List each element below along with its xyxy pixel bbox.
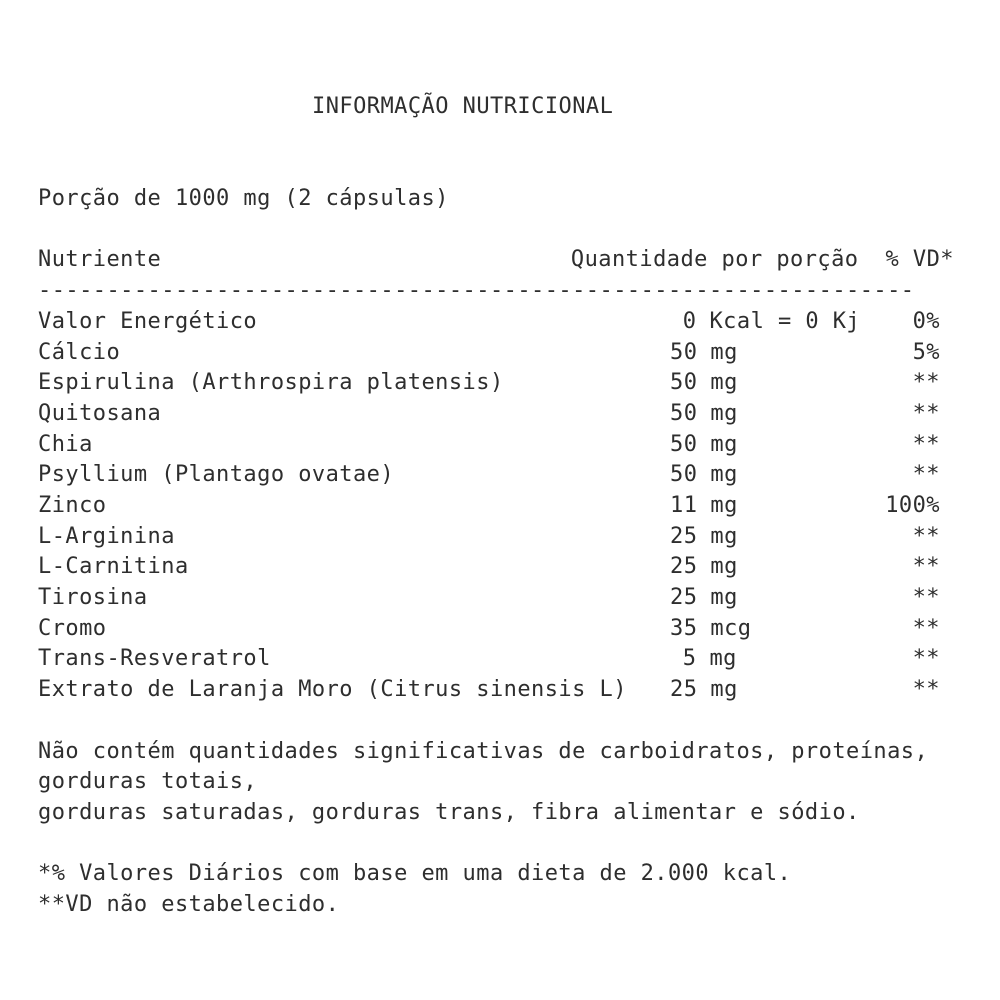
table-row (38, 583, 940, 614)
nutrient-amount: 50 (670, 370, 698, 396)
no-significant-amounts-note (38, 737, 940, 829)
nutrient-daily-value: ** (912, 370, 940, 396)
nutrient-name: Chia (38, 431, 93, 457)
nutrient-amount: 35 (670, 615, 698, 641)
table-row (38, 399, 940, 430)
table-row (38, 368, 940, 399)
nutrient-name: L-Arginina (38, 523, 175, 549)
nutrient-name: Extrato de Laranja Moro (Citrus sinensis L) (38, 677, 627, 703)
nutrient-unit: mg (709, 646, 737, 672)
nutrient-amount: 25 (670, 523, 698, 549)
nutrient-unit: mg (710, 400, 738, 426)
nutrient-unit: Kcal = 0 Kj (709, 308, 861, 334)
nutrient-name: Cálcio (38, 339, 121, 365)
nutrient-unit: mg (710, 462, 738, 488)
table-row (38, 307, 940, 338)
column-header-daily-value: % VD* (885, 247, 954, 273)
nutrient-daily-value: 100% (885, 493, 940, 519)
nutrient-name: Valor Energético (38, 308, 258, 334)
column-header-quantity: Quantidade por porção (570, 247, 859, 273)
nutrient-rows (38, 307, 940, 706)
nutrient-name: Quitosana (38, 400, 162, 426)
nutrient-daily-value: 5% (912, 339, 940, 365)
nutrient-amount: 0 (682, 308, 697, 334)
nutrient-name: Espirulina (Arthrospira platensis) (38, 370, 504, 396)
nutrient-unit: mg (710, 431, 738, 457)
note-line: gorduras totais, (38, 769, 258, 795)
nutrient-name: L-Carnitina (38, 554, 189, 580)
nutrient-amount: 25 (670, 554, 698, 580)
nutrient-unit: mg (710, 585, 738, 611)
nutrient-daily-value: ** (912, 646, 940, 672)
page-title: INFORMAÇÃO NUTRICIONAL (312, 94, 614, 119)
table-row (38, 552, 940, 583)
nutrient-daily-value: ** (912, 523, 940, 549)
table-row (38, 675, 940, 706)
nutrient-unit: mg (710, 554, 738, 580)
nutrient-amount: 50 (670, 400, 698, 426)
table-header-row (38, 245, 954, 276)
table-row (38, 460, 940, 491)
nutrient-amount: 25 (670, 585, 698, 611)
footnote-line: *% Valores Diários com base em uma dieta de 2.000 kcal. (38, 861, 792, 887)
nutrient-daily-value: ** (912, 431, 940, 457)
nutrient-daily-value: ** (912, 462, 940, 488)
table-row (38, 614, 940, 645)
nutrient-unit: mg (710, 493, 738, 519)
nutrient-amount: 25 (670, 677, 698, 703)
table-row (38, 491, 940, 522)
footnote-line: **VD não estabelecido. (38, 892, 340, 918)
table-row (38, 430, 940, 461)
note-line: gorduras saturadas, gorduras trans, fibra alimentar e sódio. (38, 799, 860, 825)
nutrient-name: Tirosina (38, 585, 148, 611)
table-separator: ---------------------------------------------------------------- (38, 278, 915, 304)
nutrient-daily-value: ** (912, 677, 940, 703)
note-line: Não contém quantidades significativas de carboidratos, proteínas, (38, 738, 929, 764)
table-row (38, 644, 940, 675)
nutrient-unit: mg (710, 523, 738, 549)
nutrient-name: Zinco (38, 493, 107, 519)
nutrient-name: Psyllium (Plantago ovatae) (38, 462, 395, 488)
nutrient-daily-value: ** (912, 585, 940, 611)
nutrient-daily-value: ** (912, 554, 940, 580)
nutrient-name: Cromo (38, 615, 107, 641)
nutrient-daily-value: 0% (912, 308, 940, 334)
nutrient-amount: 50 (670, 462, 698, 488)
nutrient-name: Trans-Resveratrol (38, 646, 271, 672)
nutrient-unit: mg (710, 677, 738, 703)
nutrient-unit: mg (710, 339, 738, 365)
nutrient-unit: mcg (710, 615, 752, 641)
table-row (38, 338, 940, 369)
column-header-nutrient: Nutriente (38, 247, 162, 273)
serving-size: Porção de 1000 mg (2 cápsulas) (38, 186, 449, 212)
nutrient-amount: 5 (682, 646, 697, 672)
footnotes (38, 859, 940, 920)
nutrient-unit: mg (710, 370, 738, 396)
table-row (38, 522, 940, 553)
nutrient-amount: 50 (670, 431, 698, 457)
nutrient-amount: 50 (670, 339, 698, 365)
nutrient-daily-value: ** (912, 615, 940, 641)
nutrient-amount: 11 (670, 493, 698, 519)
nutrient-daily-value: ** (912, 400, 940, 426)
